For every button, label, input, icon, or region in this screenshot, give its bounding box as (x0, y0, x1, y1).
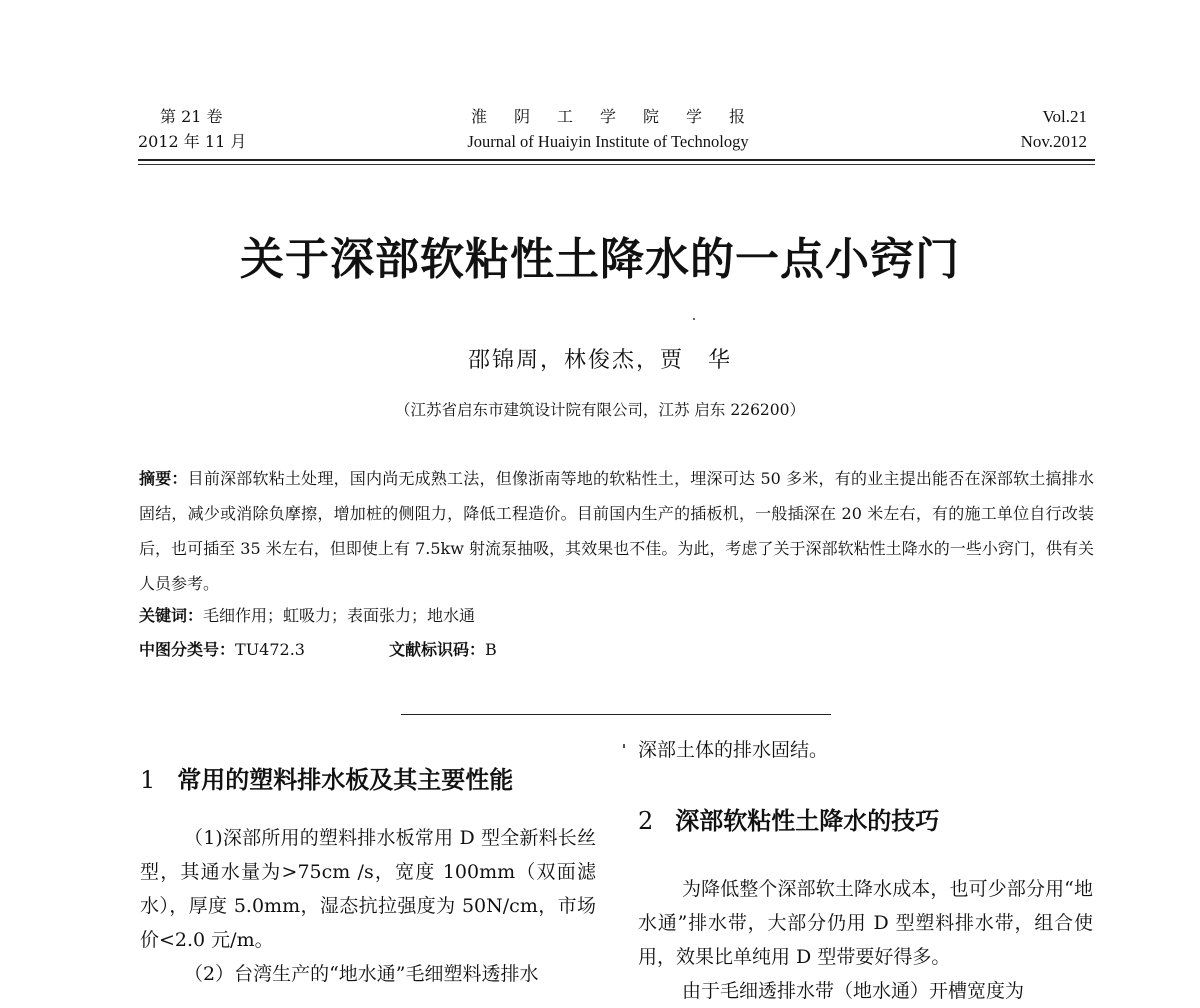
section-2-paragraph-1: 为降低整个深部软土降水成本，也可少部分用“地水通”排水带，大部分仍用 D 型塑料排水带，组合使用，效果比单纯用 D 型带要好得多。 (638, 878, 1093, 968)
scan-mark (623, 744, 625, 748)
section-1-paragraph-1: （1)深部所用的塑料排水板常用 D 型全新料长丝型，其通水量为>75cm /s，宽度 100mm（双面滤水），厚度 5.0mm，湿态抗拉强度为 50N/cm，市场价<2.0 元/m。 (140, 827, 596, 951)
header-rule-thick (138, 159, 1095, 161)
journal-header (138, 104, 1095, 164)
header-center (408, 104, 808, 154)
volume-cn: 第 21 卷 (160, 107, 223, 126)
keywords (139, 601, 475, 631)
keywords-label: 关键词： (139, 606, 204, 625)
paper-title: 关于深部软粘性土降水的一点小窍门 (240, 234, 960, 285)
section-1-title: 常用的塑料排水板及其主要性能 (177, 766, 514, 794)
doc-code-label: 文献标识码： (389, 640, 486, 659)
section-2-paragraph-2: 由于毛细透排水带（地水通）开槽宽度为 (682, 980, 1025, 1002)
paper-affiliation: （江苏省启东市建筑设计院有限公司，江苏 启东 226200） (394, 401, 806, 419)
section-2-number: 2 (638, 807, 654, 835)
section-1-heading (140, 760, 596, 795)
section-1-number: 1 (140, 766, 156, 794)
clc-value: TU472.3 (235, 640, 305, 659)
abstract-label: 摘要： (139, 469, 188, 488)
clc-label: 中图分类号： (139, 640, 236, 659)
header-left (138, 104, 246, 154)
volume-en: Vol.21 (1042, 107, 1087, 126)
abstract (139, 461, 1094, 601)
body-right-column (638, 733, 1093, 1008)
paper-authors: 邵锦周，林俊杰，贾 华 (467, 348, 732, 373)
scan-dot (693, 318, 695, 320)
body-left-column (140, 760, 596, 991)
date-cn: 2012 年 11 月 (138, 132, 247, 151)
abstract-text: 目前深部软粘土处理，国内尚无成熟工法，但像浙南等地的软粘性土，埋深可达 50 多米，有的业主提出能否在深部软土搞排水固结，减少或消除负摩擦，增加桩的侧阻力，降低工程造价。目前国内生产的插板机，一般插深在 20 米左右，有的施工单位自行改装后，也可插至 35 米左右，但即使上有 7.5kw 射流泵抽吸，其效果也不佳。为此，考虑了关于深部软粘性土降水的一些小窍门，供有关人员参考。 (139, 469, 1094, 593)
date-en: Nov.2012 (1020, 132, 1087, 151)
section-1-paragraph-2: （2）台湾生产的“地水通”毛细塑料透排水 (184, 963, 539, 985)
doc-code-value: B (485, 640, 497, 659)
keywords-text: 毛细作用；虹吸力；表面张力；地水通 (203, 606, 476, 625)
header-rule-thin (138, 164, 1095, 165)
section-2-title: 深部软粘性土降水的技巧 (675, 807, 940, 835)
journal-name-en: Journal of Huaiyin Institute of Technology (467, 132, 749, 151)
header-right (1021, 104, 1087, 154)
classification (139, 635, 739, 665)
abstract-separator (401, 714, 831, 715)
section-2-heading (638, 801, 1093, 836)
continued-paragraph: 深部土体的排水固结。 (638, 739, 829, 761)
journal-name-cn: 淮阴工学院学报 (470, 107, 772, 126)
